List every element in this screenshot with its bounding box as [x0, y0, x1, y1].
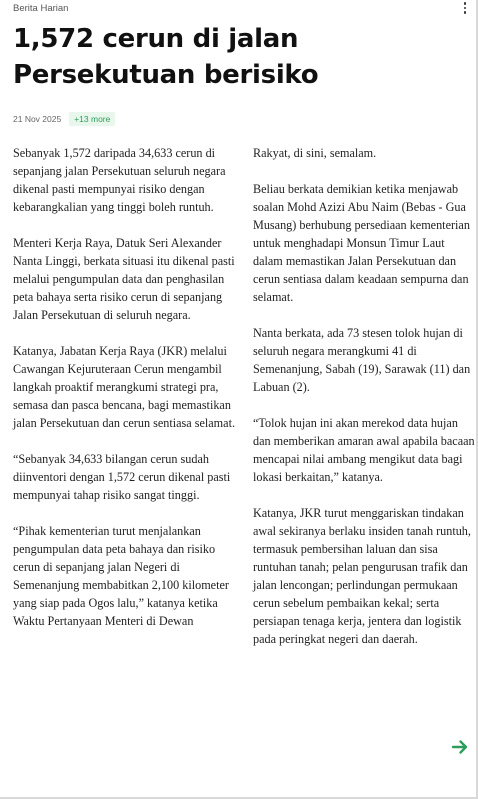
paragraph: Beliau berkata demikian ketika menjawab soalan Mohd Azizi Abu Naim (Bebas - Gua Musang) berhubung persediaan kementerian untuk menghadapi Monsun Timur Laut dalam memastikan Jalan Persekutuan dan cerun sentiasa dalam keadaan sempurna dan selamat. [253, 182, 470, 304]
article-column-right [253, 144, 475, 666]
paragraph: Katanya, Jabatan Kerja Raya (JKR) melalui Cawangan Kejuruteraan Cerun mengambil langkah proaktif merangkumi strategi pra, semasa dan pasca bencana, bagi memastikan jalan Persekutuan dan cerun sentiasa selamat. [13, 344, 235, 430]
publish-date: 21 Nov 2025 [13, 114, 62, 124]
article-meta [13, 112, 115, 126]
paragraph: Katanya, JKR turut menggariskan tindakan awal sekiranya berlaku insiden tanah runtuh, termasuk pembersihan laluan dan sisa runtuhan tanah; pelan pengurusan trafik dan jalan lencongan; perlindungan permukaan cerun sebelum pembaikan kekal; serta persiapan tenaga kerja, jentera dan logistik pada peringkat negeri dan daerah. [253, 506, 471, 646]
article-column-left [13, 144, 235, 648]
paragraph: Sebanyak 1,572 daripada 34,633 cerun di sepanjang jalan Persekutuan seluruh negara dikenal pasti mempunyai risiko dengan kebarangkalian yang tinggi boleh runtuh. [13, 146, 226, 214]
publication-source: Berita Harian [13, 3, 69, 14]
more-sources-badge[interactable]: +13 more [69, 112, 115, 126]
paragraph: “Tolok hujan ini akan merekod data hujan dan memberikan amaran awal apabila bacaan mencapai nilai ambang mengikut data bagi lokasi berkaitan,” katanya. [253, 416, 475, 484]
more-vertical-icon[interactable] [460, 0, 470, 16]
paragraph: “Sebanyak 34,633 bilangan cerun sudah diinventori dengan 1,572 cerun dikenal pasti mempunyai tahap risiko sangat tinggi. [13, 452, 231, 502]
paragraph: Rakyat, di sini, semalam. [253, 146, 377, 160]
paragraph: Nanta berkata, ada 73 stesen tolok hujan di seluruh negara merangkumi 41 di Semenanjung, Sabah (19), Sarawak (11) dan Labuan (2). [253, 326, 471, 394]
arrow-right-icon[interactable] [451, 738, 469, 756]
article-title: 1,572 cerun di jalan Persekutuan berisiko [13, 24, 319, 90]
paragraph: “Pihak kementerian turut menjalankan pengumpulan data peta bahaya dan risiko cerun di sepanjang jalan Negeri di Semenanjung membabitkan 2,100 kilometer yang siap pada Ogos lalu,” katanya ketika Waktu Pertanyaan Menteri di Dewan [13, 524, 229, 628]
paragraph: Menteri Kerja Raya, Datuk Seri Alexander Nanta Linggi, berkata situasi itu dikenal pasti melalui pengumpulan data dan penghasilan peta bahaya serta risiko cerun di sepanjang Jalan Persekutuan di seluruh negara. [13, 236, 235, 322]
